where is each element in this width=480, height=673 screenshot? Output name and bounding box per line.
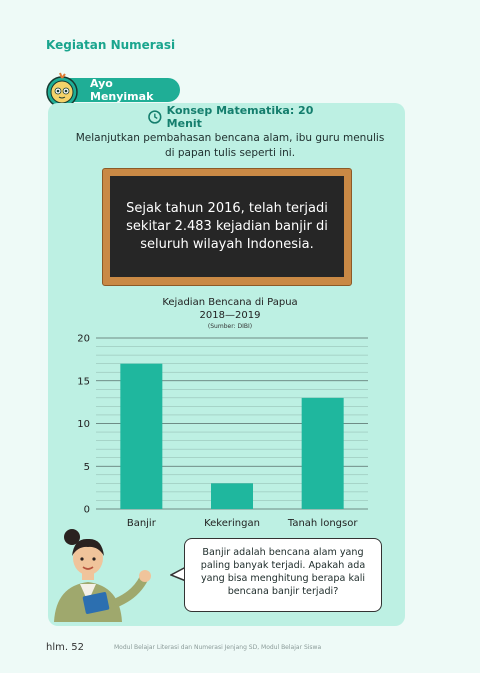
clock-icon (148, 110, 162, 124)
section-title: Kegiatan Numerasi (46, 38, 176, 52)
chart-source: (Sumber: DIBI) (207, 323, 253, 330)
bar-tanah-longsor (302, 398, 344, 509)
chart-title-text: Kejadian Bencana di Papua (162, 297, 298, 308)
chalkboard-text: Sejak tahun 2016, telah terjadi sekitar 2.483 kejadian banjir di seluruh wilayah Indonesia. (126, 201, 328, 252)
x-tick-label: Kekeringan (204, 518, 260, 529)
x-tick-label: Banjir (126, 518, 156, 529)
y-tick-label: 5 (83, 461, 90, 473)
teacher-illustration (44, 522, 159, 622)
page-number: hlm. 52 (46, 642, 84, 653)
y-tick-label: 20 (77, 333, 90, 345)
concept-time (148, 104, 348, 130)
concept-label: Konsep Matematika: 20 Menit (166, 104, 314, 130)
footer-note: Modul Belajar Literasi dan Numerasi Jenjang SD, Modul Belajar Siswa (114, 644, 322, 651)
bar-banjir (120, 364, 162, 509)
bar-chart (70, 332, 390, 530)
speech-bubble: Banjir adalah bencana alam yang paling banyak terjadi. Apakah ada yang bisa menghitung berapa kali bencana banjir terjadi? (184, 538, 382, 612)
y-tick-label: 0 (83, 504, 90, 516)
chart-title (130, 296, 330, 322)
chart-subtitle: 2018—2019 (199, 310, 261, 321)
y-tick-label: 15 (77, 376, 90, 388)
x-tick-label: Tanah longsor (287, 518, 358, 529)
bar-kekeringan (211, 483, 253, 509)
intro-text: Melanjutkan pembahasan bencana alam, ibu guru menulis di papan tulis seperti ini. (75, 132, 385, 159)
y-tick-label: 10 (77, 419, 90, 430)
activity-label-text: Ayo Menyimak (90, 77, 154, 103)
